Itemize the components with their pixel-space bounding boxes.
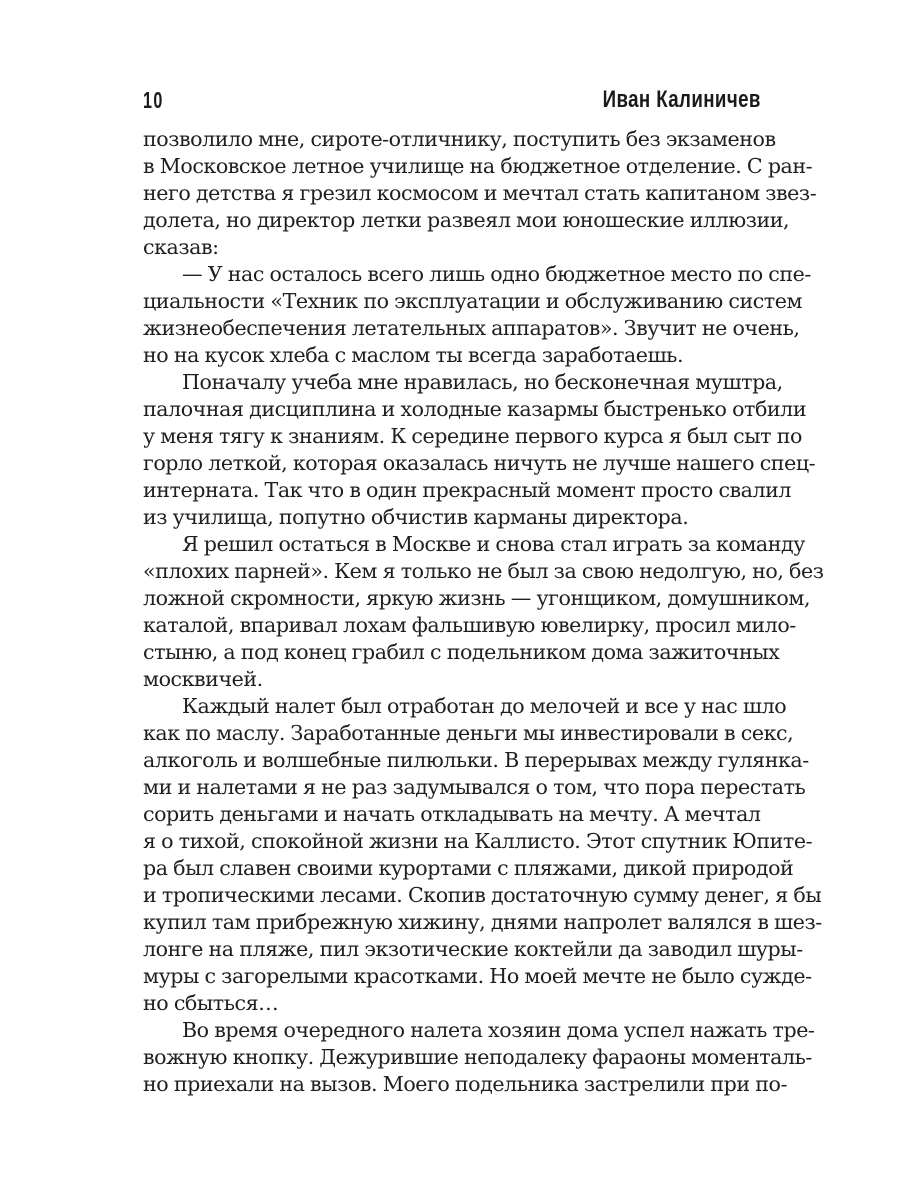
text-line: в Московское летное училище на бюджетное отделение. С ран- bbox=[143, 154, 813, 178]
text-line: позволило мне, сироте-отличнику, поступить без экзаменов bbox=[143, 127, 776, 151]
text-line: стыню, а под конец грабил с подельником дома зажиточных bbox=[143, 640, 780, 664]
text-line: и тропическими лесами. Скопив достаточную сумму денег, я бы bbox=[143, 883, 822, 907]
page-number: 10 bbox=[143, 86, 164, 113]
paragraph bbox=[143, 126, 817, 261]
text-line: я о тихой, спокойной жизни на Каллисто. Этот спутник Юпите- bbox=[143, 829, 813, 853]
author-name: Иван Калиничев bbox=[602, 86, 761, 113]
text-line: москвичей. bbox=[143, 667, 263, 691]
text-line: но приехали на вызов. Моего подельника застрелили при по- bbox=[143, 1072, 788, 1096]
text-line: него детства я грезил космосом и мечтал стать капитаном звез- bbox=[143, 181, 817, 205]
text-line: интерната. Так что в один прекрасный момент просто свалил bbox=[143, 478, 792, 502]
text-line: лонге на пляже, пил экзотические коктейли да заводил шуры- bbox=[143, 937, 803, 961]
text-line: как по маслу. Заработанные деньги мы инвестировали в секс, bbox=[143, 721, 794, 745]
text-line: Каждый налет был отработан до мелочей и все у нас шло bbox=[182, 694, 787, 718]
text-line: но на кусок хлеба с маслом ты всегда заработаешь. bbox=[143, 343, 684, 367]
text-line: жизнеобеспечения летательных аппаратов». Звучит не очень, bbox=[143, 316, 800, 340]
text-line: ложной скромности, яркую жизнь — угонщиком, домушником, bbox=[143, 586, 811, 610]
paragraph bbox=[143, 693, 822, 1017]
text-line: горло леткой, которая оказалась ничуть не лучше нашего спец- bbox=[143, 451, 816, 475]
text-line: сорить деньгами и начать откладывать на мечту. А мечтал bbox=[143, 802, 761, 826]
text-line: «плохих парней». Кем я только не был за свою недолгую, но, без bbox=[143, 559, 824, 583]
text-line: вожную кнопку. Дежурившие неподалеку фараоны моменталь- bbox=[143, 1045, 812, 1069]
text-line: алкоголь и волшебные пилюльки. В перерывах между гулянка- bbox=[143, 748, 809, 772]
text-line: у меня тягу к знаниям. К середине первого курса я был сыт по bbox=[143, 424, 802, 448]
text-line: каталой, впаривал лохам фальшивую ювелирку, просил мило- bbox=[143, 613, 796, 637]
text-line: но сбыться… bbox=[143, 991, 279, 1015]
text-line: — У нас осталось всего лишь одно бюджетное место по спе- bbox=[182, 262, 811, 286]
text-line: муры с загорелыми красотками. Но моей мечте не было сужде- bbox=[143, 964, 812, 988]
text-line: купил там прибрежную хижину, днями напролет валялся в шез- bbox=[143, 910, 822, 934]
paragraph bbox=[143, 261, 811, 369]
text-line: ра был славен своими курортами с пляжами, дикой природой bbox=[143, 856, 794, 880]
text-line: Я решил остаться в Москве и снова стал играть за команду bbox=[182, 532, 805, 556]
text-line: циальности «Техник по эксплуатации и обслуживанию систем bbox=[143, 289, 803, 313]
text-line: палочная дисциплина и холодные казармы быстренько отбили bbox=[143, 397, 807, 421]
text-line: ми и налетами я не раз задумывался о том, что пора перестать bbox=[143, 775, 806, 799]
text-line: сказав: bbox=[143, 235, 219, 259]
text-line: Во время очередного налета хозяин дома успел нажать тре- bbox=[182, 1018, 815, 1042]
running-header bbox=[143, 80, 761, 120]
text-line: из училища, попутно обчистив карманы директора. bbox=[143, 505, 689, 529]
paragraph bbox=[143, 531, 824, 693]
text-line: Поначалу учеба мне нравилась, но бесконечная муштра, bbox=[182, 370, 783, 394]
paragraph bbox=[143, 1017, 815, 1098]
body-text bbox=[143, 126, 824, 1098]
paragraph bbox=[143, 369, 816, 531]
text-line: долета, но директор летки развеял мои юношеские иллюзии, bbox=[143, 208, 790, 232]
